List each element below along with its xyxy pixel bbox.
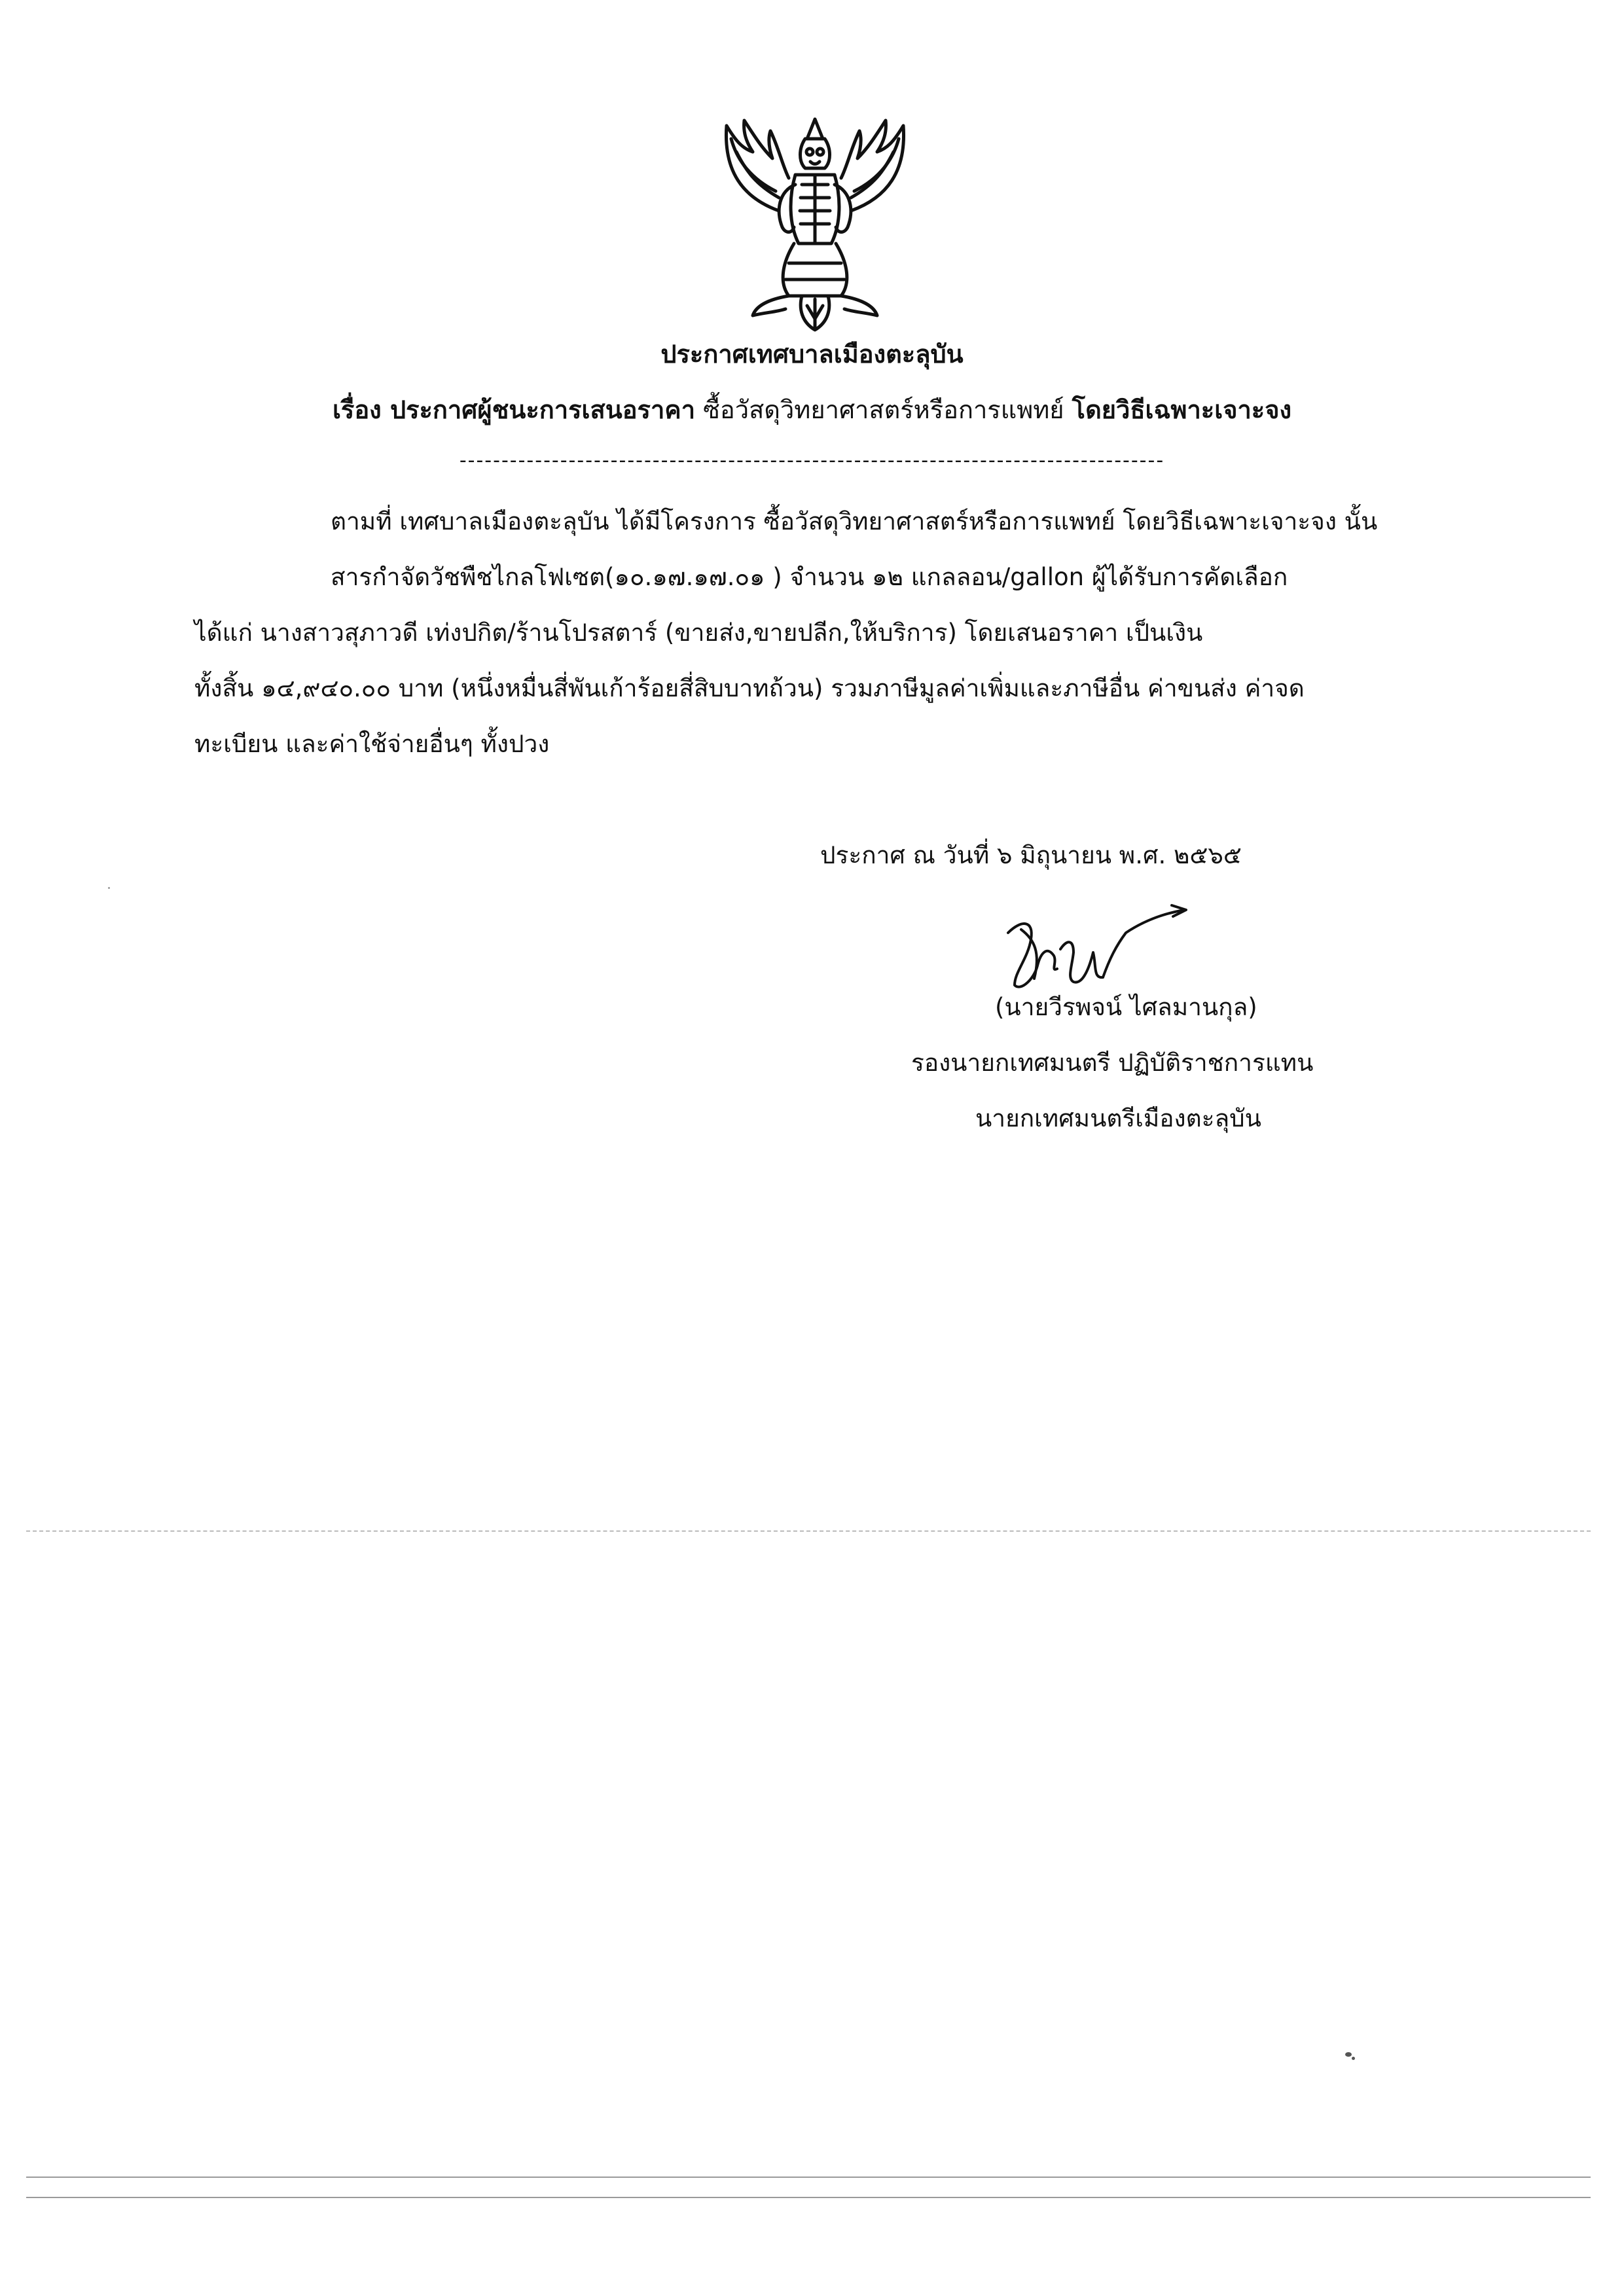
scan-speck bbox=[1345, 2052, 1352, 2057]
announce-date: ประกาศ ณ วันที่ ๖ มิถุนายน พ.ศ. ๒๕๖๕ bbox=[820, 841, 1242, 869]
scan-line-artifact bbox=[26, 1530, 1591, 1532]
scan-line-artifact bbox=[26, 2197, 1591, 2198]
separator-line: ------------------------------------------------------------------------------------ bbox=[459, 449, 1165, 472]
subject-middle: ซื้อวัสดุวิทยาศาสตร์หรือการแพทย์ bbox=[695, 395, 1072, 424]
body-line-3: ได้แก่ นางสาวสุภาวดี เท่งปกิต/ร้านโปรสตาร์ (ขายส่ง,ขายปลีก,ให้บริการ) โดยเสนอราคา เป็นเงิน bbox=[194, 619, 1203, 647]
garuda-emblem-icon bbox=[717, 113, 913, 335]
subject-prefix: เรื่อง ประกาศผู้ชนะการเสนอราคา bbox=[332, 395, 696, 424]
document-title: ประกาศเทศบาลเมืองตะลุบัน bbox=[660, 340, 964, 369]
signer-position-line-2: นายกเทศมนตรีเมืองตะลุบัน bbox=[975, 1104, 1261, 1132]
body-line-1: ตามที่ เทศบาลเมืองตะลุบัน ได้มีโครงการ ซื้อวัสดุวิทยาศาสตร์หรือการแพทย์ โดยวิธีเฉพาะเจาะจง นั้น bbox=[331, 507, 1378, 535]
subject-suffix: โดยวิธีเฉพาะเจาะจง bbox=[1072, 395, 1292, 424]
scan-speck bbox=[108, 887, 110, 889]
body-line-4: ทั้งสิ้น ๑๔,๙๔๐.๐๐ บาท (หนึ่งหมื่นสี่พันเก้าร้อยสี่สิบบาทถ้วน) รวมภาษีมูลค่าเพิ่มและภาษีอื่น ค่าขนส่ง ค่าจด bbox=[194, 674, 1305, 702]
document-subject bbox=[0, 393, 1624, 427]
body-line-5: ทะเบียน และค่าใช้จ่ายอื่นๆ ทั้งปวง bbox=[194, 730, 550, 758]
signer-name: (นายวีรพจน์ ไศลมานกุล) bbox=[995, 993, 1257, 1021]
body-line-2: สารกำจัดวัชพืชไกลโฟเซต(๑๐.๑๗.๑๗.๐๑ ) จำนวน ๑๒ แกลลอน/gallon ผู้ได้รับการคัดเลือก bbox=[331, 563, 1288, 591]
signer-position-line-1: รองนายกเทศมนตรี ปฏิบัติราชการแทน bbox=[911, 1049, 1314, 1077]
scan-line-artifact bbox=[26, 2177, 1591, 2178]
scan-speck bbox=[1352, 2057, 1355, 2060]
signature-icon bbox=[995, 894, 1191, 998]
